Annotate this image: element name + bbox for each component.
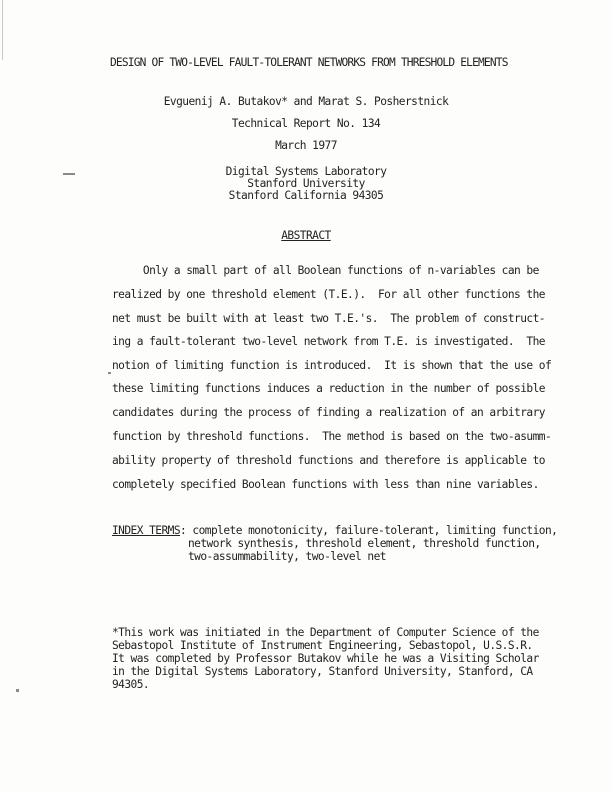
scan-speck (16, 689, 19, 692)
footnote-line: Sebastopol Institute of Instrument Engineering, Sebastopol, U.S.S.R. (112, 639, 533, 652)
abstract-line: Only a small part of all Boolean functions of n-variables can be (112, 264, 539, 277)
scan-speck (63, 173, 75, 175)
index-terms-text: : complete monotonicity, failure-tolerant, limiting function, (180, 524, 558, 537)
abstract-line: ability property of threshold functions and therefore is applicable to (112, 454, 545, 467)
footnote-line: It was completed by Professor Butakov while he was a Visiting Scholar (112, 652, 539, 665)
abstract-line: notion of limiting function is introduced. It is shown that the use of (112, 359, 552, 372)
index-terms-label: INDEX TERMS (112, 524, 181, 537)
abstract-line: ing a fault-tolerant two-level network from T.E. is investigated. The (112, 335, 545, 348)
affiliation-line: Stanford California 94305 (228, 189, 384, 202)
document-title: DESIGN OF TWO-LEVEL FAULT-TOLERANT NETWORKS FROM THRESHOLD ELEMENTS (110, 56, 508, 69)
scan-speck (108, 372, 111, 374)
abstract-line: function by threshold functions. The method is based on the two-asumm- (112, 430, 552, 443)
footnote-line: *This work was initiated in the Department of Computer Science of the (112, 626, 539, 639)
abstract-line: candidates during the process of finding a realization of an arbitrary (112, 406, 545, 419)
affiliation-line: Stanford University (247, 177, 365, 190)
authors: Evguenij A. Butakov* and Marat S. Posherstnick (163, 95, 449, 108)
footnote-line: in the Digital Systems Laboratory, Stanford University, Stanford, CA (112, 665, 533, 678)
abstract-line: net must be built with at least two T.E.'s. The problem of construct- (112, 312, 545, 325)
affiliation-line: Digital Systems Laboratory (225, 165, 387, 178)
index-terms-line: network synthesis, threshold element, threshold function, (188, 537, 541, 550)
report-number: Technical Report No. 134 (231, 117, 381, 130)
index-terms-line: two-assummability, two-level net (188, 550, 386, 563)
index-terms-line (112, 524, 557, 537)
abstract-heading: ABSTRACT (281, 229, 331, 242)
footnote-line: 94305. (112, 678, 150, 691)
scan-edge (2, 0, 3, 60)
abstract-line: completely specified Boolean functions with less than nine variables. (112, 478, 539, 491)
report-date: March 1977 (275, 139, 337, 152)
abstract-line: these limiting functions induces a reduction in the number of possible (112, 382, 545, 395)
abstract-line: realized by one threshold element (T.E.). For all other functions the (112, 288, 545, 301)
